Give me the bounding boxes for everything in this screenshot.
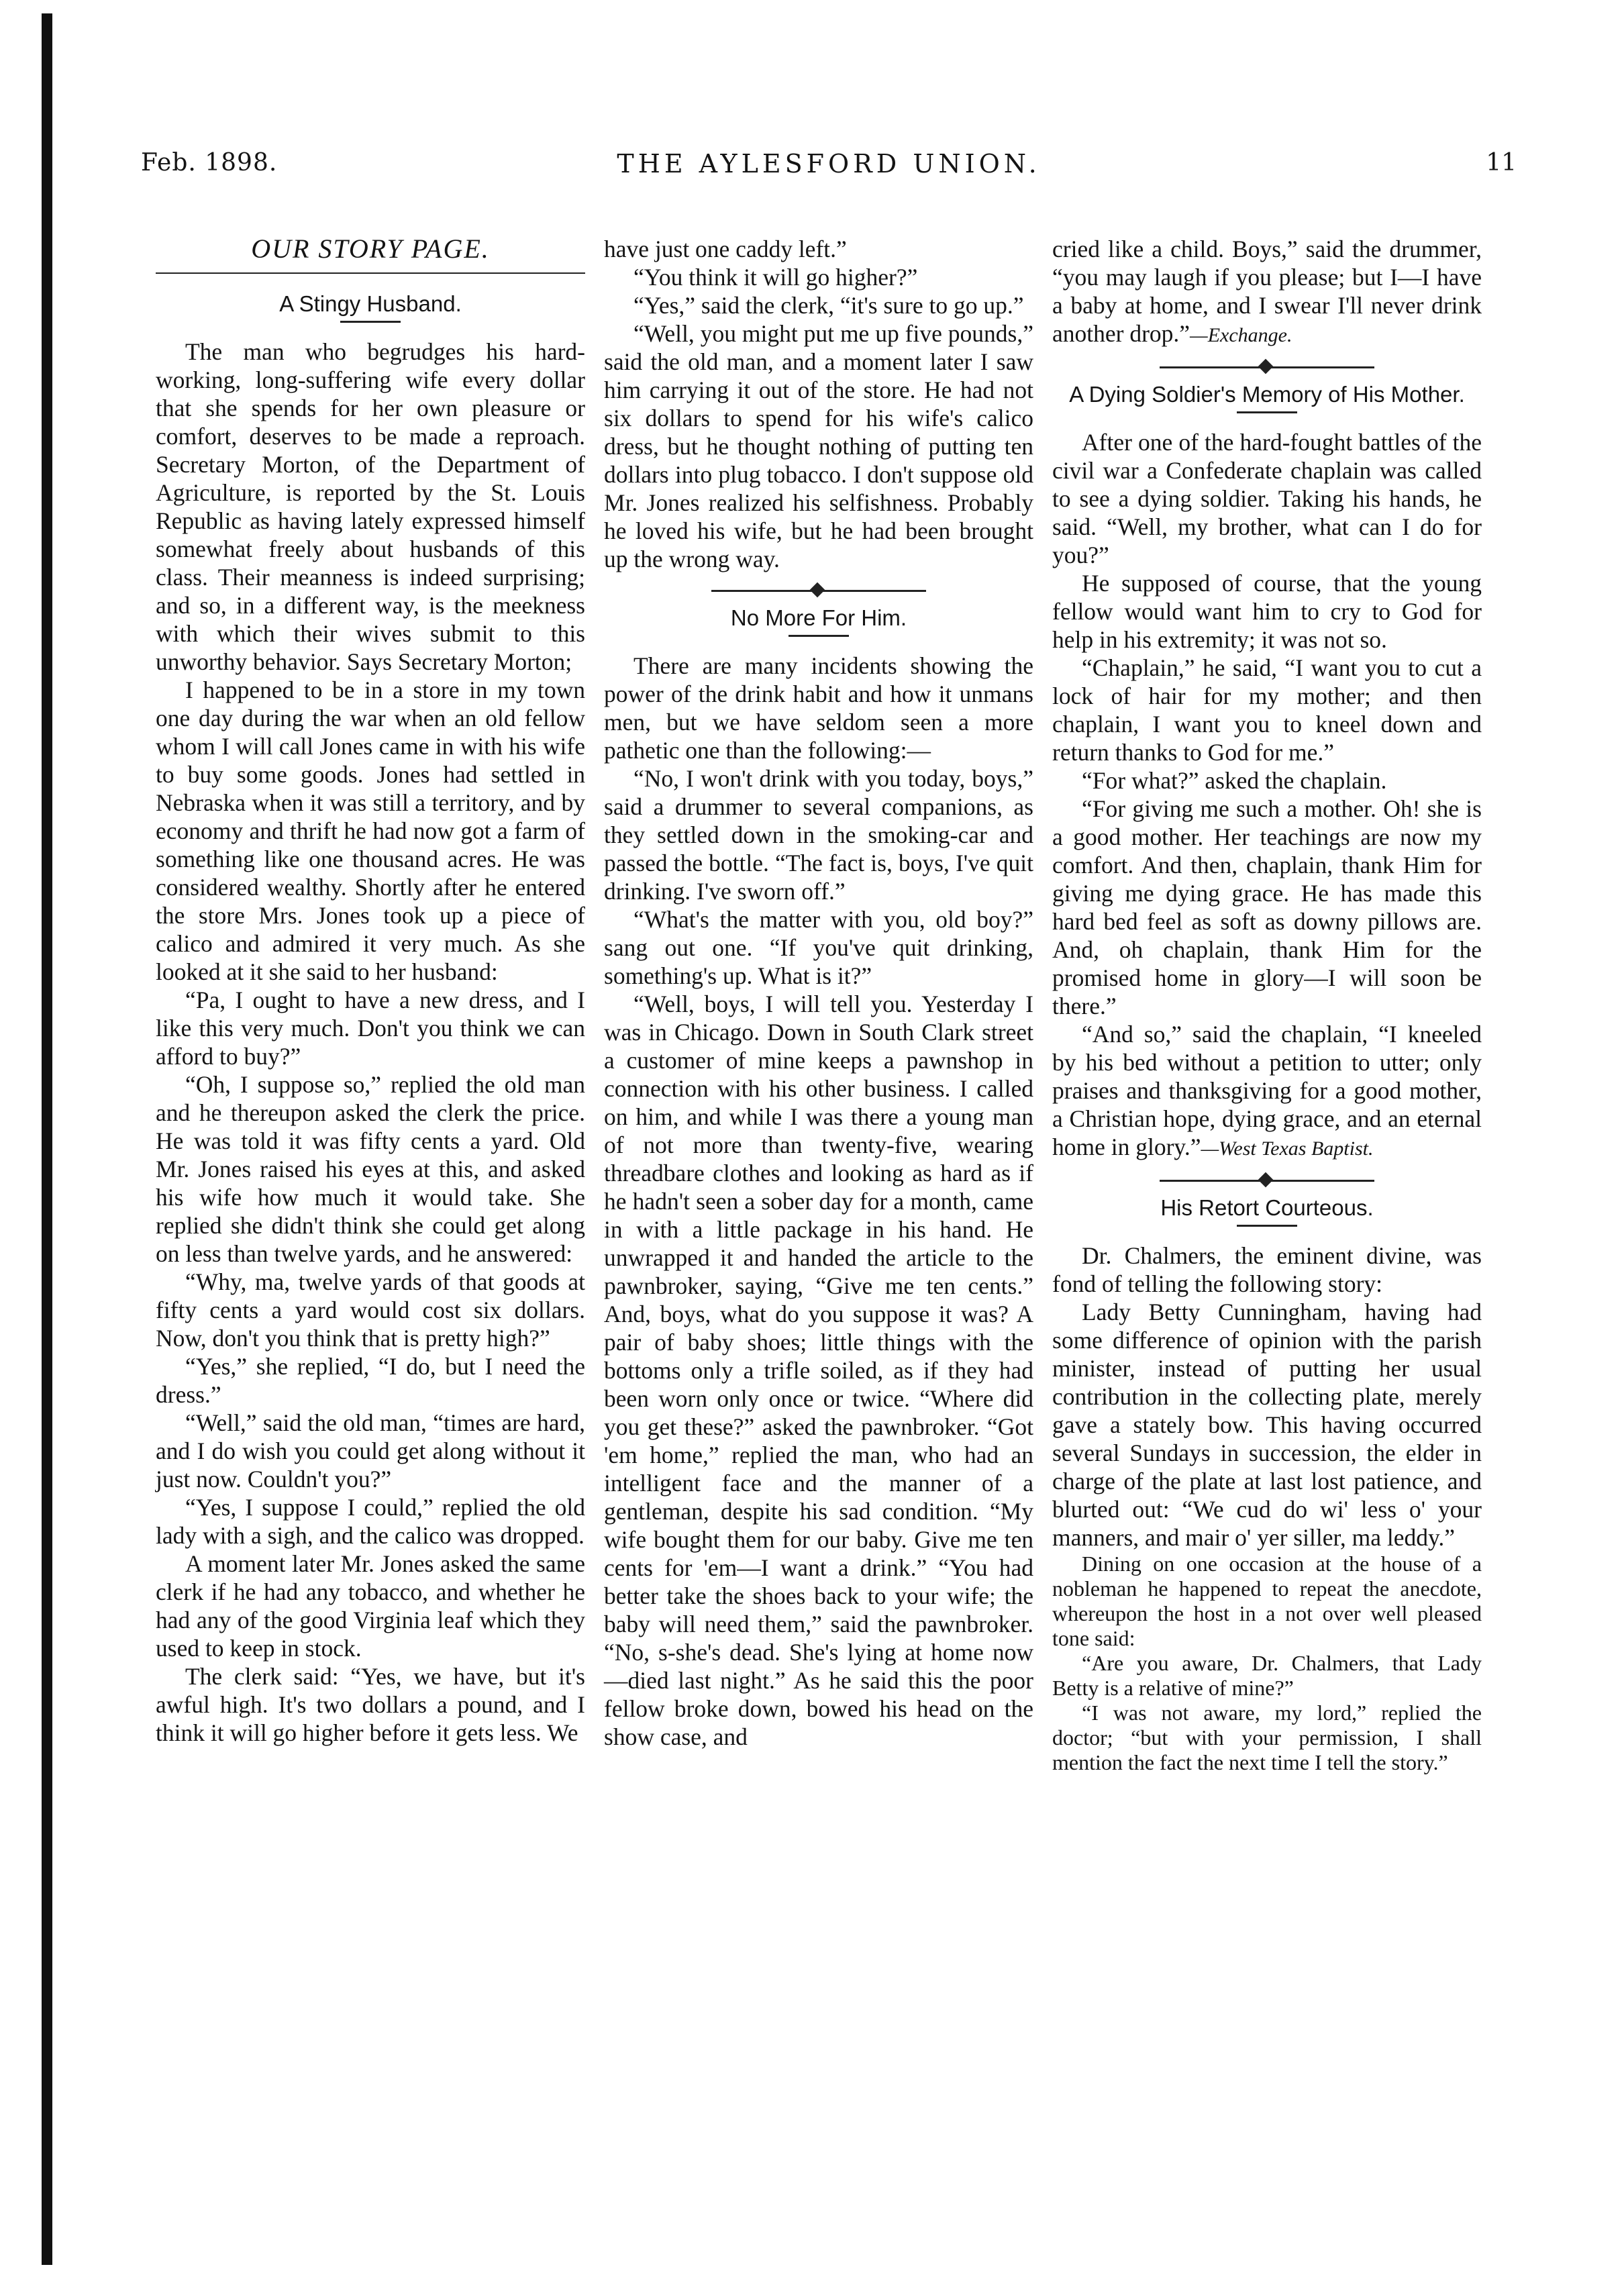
section-rule	[156, 272, 585, 274]
story-title-dying-soldier: A Dying Soldier's Memory of His Mother.	[1069, 382, 1465, 407]
paragraph: “Chaplain,” he said, “I want you to cut a lock of hair for my mother; and then chaplain, I want you to kneel down and return thanks to God for me.”	[1052, 654, 1482, 766]
paragraph: Dining on one occasion at the house of a nobleman he happened to repeat the anecdote, whereupon the host in a not over well pleased tone said:	[1052, 1552, 1482, 1650]
section-heading: OUR STORY PAGE.	[251, 234, 490, 264]
paragraph: “Why, ma, twelve yards of that goods at fifty cents a yard would cost six dollars. Now, don't you think that is pretty high?”	[156, 1268, 585, 1352]
paragraph: “Pa, I ought to have a new dress, and I like this very much. Don't you think we can afford to buy?”	[156, 986, 585, 1070]
page-edge-rule	[42, 13, 52, 2265]
paragraph: “You think it will go higher?”	[633, 264, 918, 291]
paragraph: Dr. Chalmers, the eminent divine, was fond of telling the following story:	[1052, 1242, 1482, 1297]
title-rule	[340, 321, 401, 323]
title-rule	[1237, 1225, 1297, 1227]
story-divider	[1160, 1172, 1374, 1188]
story-title-retort: His Retort Courteous.	[1160, 1195, 1374, 1220]
paragraph: A moment later Mr. Jones asked the same clerk if he had any tobacco, and whether he had any of the good Virginia leaf which they used to keep in stock.	[156, 1550, 585, 1662]
paragraph-continued: have just one caddy left.”	[604, 236, 847, 262]
paragraph: “Yes,” said the clerk, “it's sure to go up.”	[633, 292, 1024, 319]
paragraph: “Yes,” she replied, “I do, but I need the dress.”	[156, 1353, 585, 1408]
issue-date: Feb. 1898.	[141, 149, 278, 176]
paragraph: “Well, you might put me up five pounds,” said the old man, and a moment later I saw him carrying it out of the store. He had not six dollars to spend for his wife's calico dress, but he thought nothing of putting ten dollars into plug tobacco. I don't suppose old Mr. Jones realized his selfishness. Probably he loved his wife, but he had been brought up the wrong way.	[604, 320, 1033, 572]
paragraph: “No, I won't drink with you today, boys,” said a drummer to several companions, as they settled down in the smoking-car and passed the bottle. “The fact is, boys, I've quit drinking. I've sworn off.”	[604, 765, 1033, 905]
story-divider	[711, 583, 926, 599]
column-1	[156, 235, 585, 1747]
page-number: 11	[1486, 149, 1517, 176]
source-credit: —West Texas Baptist.	[1201, 1137, 1374, 1160]
paragraph-text: cried like a child. Boys,” said the drummer, “you may laugh if you please; but I—I have a baby at home, and I swear I'll never drink another drop.”	[1052, 236, 1482, 347]
paragraph: “Well,” said the old man, “times are hard, and I do wish you could get along without it just now. Couldn't you?”	[156, 1409, 585, 1492]
column-2	[604, 235, 1033, 1751]
title-rule	[1237, 411, 1297, 413]
paragraph-text: “And so,” said the chaplain, “I kneeled by his bed without a petition to utter; only praises and thanksgiving for a good mother, a Christian hope, dying grace, and an eternal home in glory.”	[1052, 1021, 1482, 1160]
paragraph: “Yes, I suppose I could,” replied the old lady with a sigh, and the calico was dropped.	[156, 1494, 585, 1549]
paragraph: The man who begrudges his hard-working, long-suffering wife every dollar that she spends for her own pleasure or comfort, deserves to be made a reproach. Secretary Morton, of the Department of Agriculture, is reported by the St. Louis Republic as having lately expressed himself somewhat freely about husbands of this class. Their meanness is indeed surprising; and so, in a different way, is the meekness with which their wives submit to this unworthy behavior. Says Secretary Morton;	[156, 338, 585, 675]
story-divider	[1160, 359, 1374, 375]
source-credit: —Exchange.	[1190, 324, 1292, 346]
paragraph: “I was not aware, my lord,” replied the doctor; “but with your permission, I shall mention the fact the next time I tell the story.”	[1052, 1701, 1482, 1774]
paragraph: Lady Betty Cunningham, having had some difference of opinion with the parish minister, instead of putting her usual contribution in the collecting plate, merely gave a stately bow. This having occurred several Sundays in succession, the elder in charge of the plate at last lost patience, and blurted out: “We cud do wi' less o' your manners, and mair o' yer siller, ma leddy.”	[1052, 1299, 1482, 1551]
paragraph: “Well, boys, I will tell you. Yesterday I was in Chicago. Down in South Clark street a customer of mine keeps a pawnshop in connection with his other business. I called on him, and while I was there a young man of not more than twenty-five, wearing threadbare clothes and looking as hard as if he hadn't seen a sober day for a month, came in with a little package in his hand. He unwrapped it and handed the article to the pawnbroker, saying, “Give me ten cents.” And, boys, what do you suppose it was? A pair of baby shoes; little things with the bottoms only a trifle soiled, as if they had been worn only once or twice. “Where did you get these?” asked the pawnbroker. “Got 'em home,” replied the man, who had an intelligent face and the manner of a gentleman, despite his sad condition. “My wife bought them for our baby. Give me ten cents for 'em—I want a drink.” “You had better take the shoes back to your wife; the baby will need them,” said the pawnbroker. “No, s-she's dead. She's lying at home now—died last night.” As he said this the poor fellow broke down, bowed his head on the show case, and	[604, 991, 1033, 1750]
page-header	[141, 149, 1517, 189]
paragraph: I happened to be in a store in my town one day during the war when an old fellow whom I will call Jones came in with his wife to buy some goods. Jones had settled in Nebraska when it was still a territory, and by economy and thrift he had now got a farm of something like one thousand acres. He was considered wealthy. Shortly after he entered the store Mrs. Jones took up a piece of calico and admired it very much. As she looked at it she said to her husband:	[156, 676, 585, 985]
paragraph-continued	[1052, 235, 1482, 350]
newspaper-title: THE AYLESFORD UNION.	[617, 149, 1041, 179]
paragraph: The clerk said: “Yes, we have, but it's awful high. It's two dollars a pound, and I think it will go higher before it gets less. We	[156, 1663, 585, 1746]
paragraph: There are many incidents showing the power of the drink habit and how it unmans men, but we have seldom seen a more pathetic one than the following:—	[604, 652, 1033, 764]
paragraph: He supposed of course, that the young fellow would want him to cry to God for help in his extremity; it was not so.	[1052, 570, 1482, 653]
paragraph	[1052, 1020, 1482, 1163]
paragraph: “What's the matter with you, old boy?” sang out one. “If you've quit drinking, something's up. What is it?”	[604, 906, 1033, 989]
story-title-stingy-husband: A Stingy Husband.	[279, 291, 462, 316]
paragraph: After one of the hard-fought battles of the civil war a Confederate chaplain was called to see a dying soldier. Taking his hands, he said. “Well, my brother, what can I do for you?”	[1052, 429, 1482, 568]
column-3	[1052, 235, 1482, 1775]
paragraph: “Are you aware, Dr. Chalmers, that Lady Betty is a relative of mine?”	[1052, 1651, 1482, 1700]
paragraph: “For what?” asked the chaplain.	[1082, 767, 1387, 794]
paragraph: “For giving me such a mother. Oh! she is a good mother. Her teachings are now my comfort. And then, chaplain, thank Him for giving me dying grace. He has made this hard bed feel as soft as downy pillows are. And, oh chaplain, thank Him for the promised home in glory—I will soon be there.”	[1052, 795, 1482, 1019]
title-rule	[789, 635, 849, 637]
paragraph: “Oh, I suppose so,” replied the old man and he thereupon asked the clerk the price. He was told it was fifty cents a yard. Old Mr. Jones raised his eyes at this, and asked his wife how much it would take. She replied she didn't think she could get along on less than twelve yards, and he answered:	[156, 1071, 585, 1267]
story-title-no-more: No More For Him.	[730, 605, 907, 630]
